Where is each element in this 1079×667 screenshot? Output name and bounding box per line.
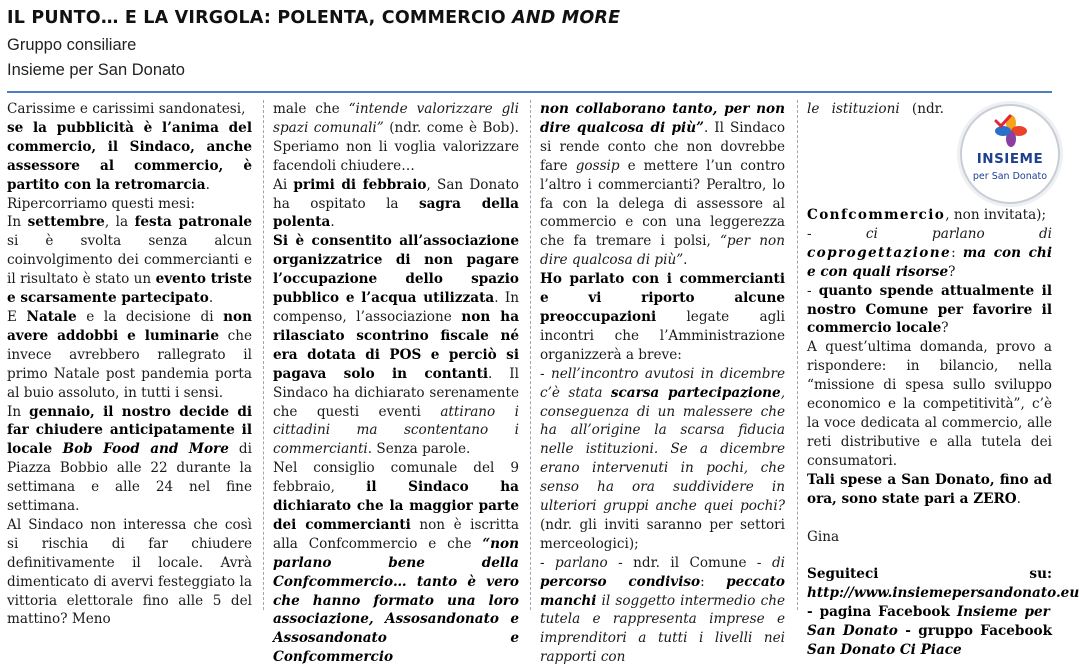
- text: , San Donato ha ospitato la: [273, 176, 519, 212]
- checkmark-icon: [994, 114, 1012, 128]
- text: :: [700, 573, 727, 590]
- text: non è iscritta alla Confcommercio e che: [273, 516, 519, 552]
- text: .: [208, 290, 214, 307]
- headline-italic: AND MORE: [512, 8, 621, 28]
- text: ?: [948, 263, 956, 280]
- text: (ndr. come è Bob). Speriamo non li voglia valorizzare facendoli chiudere…: [273, 119, 519, 174]
- text: - ndr. il Comune -: [607, 554, 772, 571]
- article-column-4: [807, 100, 1079, 659]
- text: In: [7, 403, 30, 420]
- logo-subtitle: per San Donato: [972, 171, 1048, 182]
- paragraph: [7, 403, 252, 516]
- text: , non invitata);: [945, 207, 1047, 223]
- bold-text: Si è consentito all’associazione organizzatrice di non pagare l’occupazione dello spazio pubblico e l’acqua utilizzata: [273, 233, 519, 307]
- text: legate agli incontri che l’Amministrazione organizzerà a breve:: [540, 308, 785, 363]
- paragraph: [540, 554, 785, 667]
- italic-quote: “per non dire qualcosa di più”: [540, 233, 785, 269]
- bold-italic-text: peccato manchi: [540, 573, 785, 609]
- paragraph: A quest’ultima domanda, provo a rispondere: in bilancio, nella “missione di spesa sullo sviluppo economico e la competitività”, c’è la voce dedicata al commercio, alle reti distributive e alla tutela dei consumatori.: [807, 339, 1052, 469]
- insieme-logo: [950, 104, 1060, 204]
- bold-italic-spaced-text: coprogettazione: [807, 244, 952, 261]
- text: :: [951, 244, 963, 261]
- italic-text: , conseguenza di un malessere che ha all’origine la scarsa fiducia nelle istituzioni. Se a dicembre erano intervenuti in pochi, che senso ha ora suddividere in ulteriori gruppi anche quei pochi?: [540, 384, 786, 515]
- text: e mettere l’un contro l’altro i commercianti? Peraltro, lo fa con la delega di assessore al commercio e con una leggerezza che fa tremare i polsi,: [540, 157, 786, 250]
- text: .: [330, 214, 335, 231]
- bold-text: evento triste e scarsamente partecipato: [7, 271, 252, 307]
- text: . In compenso, l’associazione: [273, 290, 519, 325]
- text: .: [683, 252, 688, 269]
- bold-text: - gruppo Facebook: [897, 623, 1052, 640]
- paragraph: Ripercorriamo questi mesi:: [7, 195, 195, 212]
- text: .: [1016, 490, 1021, 507]
- article-column-1: [7, 100, 253, 628]
- text: , la: [104, 214, 135, 231]
- website-link[interactable]: http://www.insiemepersandonato.eu: [807, 585, 1079, 602]
- italic-text: di: [771, 554, 785, 571]
- bold-text: festa patronale: [134, 214, 253, 231]
- text: che invece avrebbero rallegrato il primo Natale post pandemia porta al buio assoluto, in tutti i sensi.: [7, 327, 252, 401]
- italic-text: parlano: [555, 554, 608, 571]
- bold-text: Tali spese a San Donato, fino ad ora, sono state pari a ZERO: [807, 471, 1052, 507]
- article-column-2: [273, 100, 520, 666]
- italic-text: nell’incontro avutosi in dicembre c’è stata: [540, 365, 785, 401]
- facebook-group-link[interactable]: San Donato Ci Piace: [807, 642, 962, 659]
- paragraph: [540, 270, 785, 365]
- bold-text: il Sindaco ha dichiarato che la maggior parte dei commercianti: [273, 479, 519, 533]
- italic-quote: “intende valorizzare gli spazi comunali”: [273, 101, 519, 136]
- italic-text: gossip: [575, 157, 620, 174]
- bold-text: Natale: [26, 308, 77, 325]
- bold-spaced-text: Confcommercio: [807, 207, 946, 223]
- column-divider: [530, 100, 531, 610]
- paragraph: Al Sindaco non interessa che così si rischia di far chiudere definitivamente il locale. Avrà dimenticato di avervi festeggiato la vittoria elettorale fino alle 5 del mattino? Meno: [7, 516, 252, 628]
- group-name: Insieme per San Donato: [7, 61, 185, 79]
- italic-text: il soggetto intermedio che tutela e rappresenta imprese e imprenditori a tutti i livelli nei rapporti con: [540, 592, 785, 666]
- bold-text: sagra della polenta: [273, 195, 519, 231]
- paragraph: [7, 308, 252, 403]
- column-divider: [263, 100, 264, 610]
- bold-text: gennaio: [29, 403, 91, 420]
- signature: Gina: [807, 528, 840, 545]
- text: Nel consiglio comunale del 9 febbraio,: [273, 460, 519, 496]
- italic-text: ci parlano di: [865, 225, 1052, 242]
- text: Ai: [273, 176, 294, 193]
- text: In: [7, 214, 28, 231]
- headline-main: IL PUNTO… E LA VIRGOLA: POLENTA, COMMERCIO: [7, 8, 513, 28]
- italic-text: attirano i cittadini ma scontentano i commercianti: [273, 403, 520, 458]
- bold-text: , il nostro decide di far chiudere anticipatamente il locale: [7, 403, 252, 458]
- text: si è svolta senza alcun coinvolgimento dei commercianti e il risultato è stato un: [7, 233, 252, 288]
- bold-text: Ho parlato con i commercianti e vi riporto alcune preoccupazioni: [540, 271, 785, 325]
- italic-text: le istituzioni: [807, 101, 900, 117]
- text: (ndr.: [899, 101, 944, 117]
- salutation: Carissime e carissimi sandonatesi,: [7, 101, 246, 117]
- paragraph: [273, 176, 519, 233]
- text: male che: [273, 101, 349, 117]
- text: -: [540, 554, 556, 571]
- text: . Il Sindaco ha dichiarato serenamente che questi eventi: [273, 365, 519, 420]
- text: ?: [941, 320, 949, 337]
- bold-text: se la pubblicità è l’anima del commercio, il Sindaco, anche assessore al commercio, è partito con la retromarcia: [7, 119, 252, 193]
- bold-text: non ha rilasciato scontrino fiscale né era dotata di POS e perciò si pagava solo in contanti: [273, 308, 519, 382]
- paragraph: [7, 213, 252, 308]
- bold-text: primi di febbraio: [293, 176, 427, 193]
- bold-italic-text: ma con chi e con quali risorse: [807, 244, 1052, 280]
- paragraph: [7, 100, 252, 195]
- paragraph: [273, 459, 519, 667]
- text: . Senza parole.: [367, 441, 471, 458]
- article-column-3: [540, 100, 786, 666]
- paragraph: [273, 232, 519, 459]
- text: .: [205, 176, 210, 193]
- logo-badge: [960, 104, 1060, 204]
- paragraph: [807, 471, 1052, 509]
- facebook-page-link[interactable]: Insieme per San Donato: [807, 604, 1050, 640]
- text: E: [7, 308, 27, 325]
- paragraph: [273, 100, 519, 176]
- paragraph: [540, 365, 785, 554]
- logo-name: INSIEME: [976, 151, 1044, 167]
- article-headline: [7, 8, 620, 28]
- paragraph: [807, 282, 1052, 339]
- bold-text: settembre: [27, 214, 105, 231]
- text: . Il Sindaco si rende conto che non dovrebbe fare: [540, 119, 785, 174]
- bold-italic-quote: “non parlano bene della Confcommercio… tanto è vero che hanno formato una loro associazione, Assosandonato e Assosandonato e Confcommercio: [273, 535, 519, 666]
- group-label: Gruppo consiliare: [7, 36, 137, 54]
- text: -: [807, 282, 819, 299]
- paragraph: [807, 225, 1052, 282]
- bold-italic-text: percorso condiviso: [540, 573, 701, 590]
- bold-italic-text: Bob Food and More: [62, 441, 229, 458]
- paragraph: [807, 565, 1079, 660]
- bold-text: quanto spende attualmente il nostro Comune per favorire il commercio locale: [807, 282, 1052, 337]
- text: -: [540, 365, 551, 382]
- text: e la decisione di: [76, 308, 224, 325]
- header-rule: [7, 91, 1052, 93]
- bold-text: non avere addobbi e luminarie: [7, 308, 252, 344]
- bold-text: - pagina Facebook: [807, 604, 957, 621]
- paragraph: [540, 100, 785, 270]
- column-divider: [797, 100, 798, 610]
- text: -: [807, 225, 866, 242]
- text: (ndr. gli inviti saranno per settori merceologici);: [540, 516, 785, 552]
- text: di Piazza Bobbio alle 22 durante la settimana e alle 24 nel fine settimana.: [7, 441, 252, 515]
- bold-italic-quote: non collaborano tanto, per non dire qualcosa di più”: [540, 101, 785, 136]
- bold-italic-text: scarsa partecipazione: [610, 384, 781, 401]
- bold-text: Seguiteci su:: [807, 566, 1052, 583]
